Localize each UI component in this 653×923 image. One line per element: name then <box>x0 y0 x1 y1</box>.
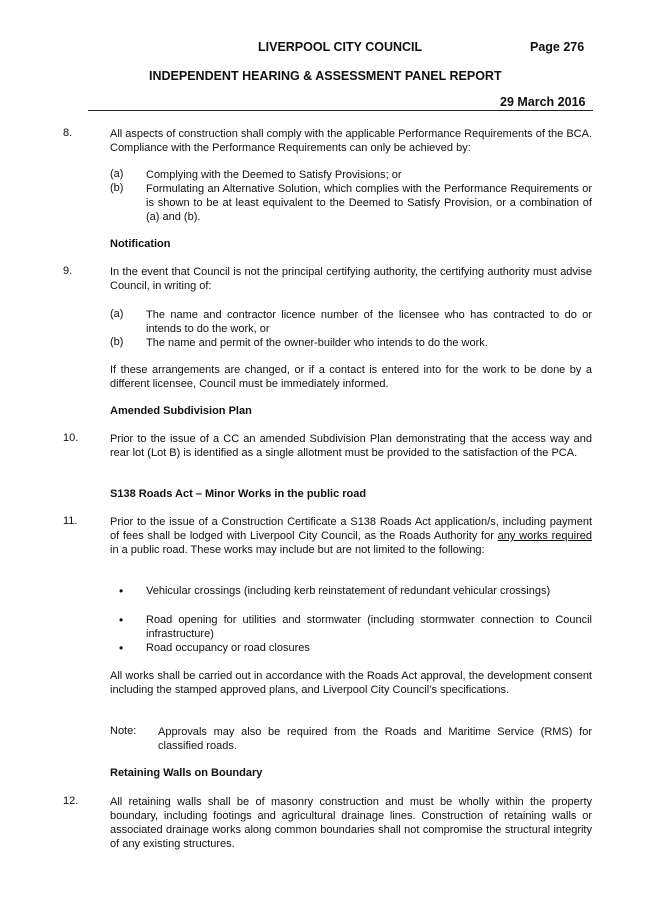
item-label: (b) <box>110 336 124 348</box>
item-label: (a) <box>110 308 124 320</box>
page-number: Page 276 <box>530 40 585 54</box>
bullet-icon: • <box>119 584 124 598</box>
item-label: (b) <box>110 182 124 194</box>
list-item: Road occupancy or road closures <box>146 642 310 654</box>
section-heading-roads-act: S138 Roads Act – Minor Works in the public road <box>110 488 367 500</box>
report-date: 29 March 2016 <box>500 95 586 109</box>
condition-text: Prior to the issue of a CC an amended Subdivision Plan demonstrating that the access way and rear lot (Lot B) is identified as a single allotment must be provided to the satisfaction of the PCA. <box>110 433 592 459</box>
condition-text: Prior to the issue of a Construction Certificate a S138 Roads Act application/s, including payment of fees shall be lodged with Liverpool City Council, as the Roads Authority for any works required in a public road. These works may include but are not limited to the following: <box>110 516 592 556</box>
condition-number: 11. <box>63 515 78 527</box>
item-text: Complying with the Deemed to Satisfy Provisions; or <box>146 169 402 181</box>
header-rule <box>88 110 593 111</box>
note-text: Approvals may also be required from the Roads and Maritime Service (RMS) for classified roads. <box>158 726 592 752</box>
underlined-phrase: any works required <box>497 530 592 542</box>
item-text: Formulating an Alternative Solution, which complies with the Performance Requirements or is shown to be at least equivalent to the Deemed to Satisfy Provision, or a combination of (a) and (b). <box>146 183 592 223</box>
item-text: The name and permit of the owner-builder who intends to do the work. <box>146 337 488 349</box>
item-text: The name and contractor licence number of the licensee who has contracted to do or intends to do the work, or <box>146 309 592 335</box>
council-name: LIVERPOOL CITY COUNCIL <box>258 40 423 54</box>
report-title: INDEPENDENT HEARING & ASSESSMENT PANEL REPORT <box>149 69 502 83</box>
bullet-icon: • <box>119 613 124 627</box>
bullet-icon: • <box>119 641 124 655</box>
section-heading-subdivision: Amended Subdivision Plan <box>110 405 252 417</box>
condition-number: 12. <box>63 795 79 807</box>
condition-number: 10. <box>63 432 79 444</box>
condition-text: All retaining walls shall be of masonry construction and must be wholly within the property boundary, including footings and agricultural drainage lines. Construction of retaining walls or associated drainage works along common boundaries shall not compromise the structural integrity of any existing structures. <box>110 796 592 850</box>
item-label: (a) <box>110 168 124 180</box>
list-item: Road opening for utilities and stormwater (including stormwater connection to Council infrastructure) <box>146 614 592 640</box>
condition-text: All aspects of construction shall comply with the applicable Performance Requirements of the BCA. Compliance with the Performance Requirements can only be achieved by: <box>110 128 592 154</box>
condition-number: 9. <box>63 265 73 277</box>
section-heading-notification: Notification <box>110 238 171 250</box>
condition-number: 8. <box>63 127 73 139</box>
note-label: Note: <box>110 725 137 737</box>
section-heading-retaining-walls: Retaining Walls on Boundary <box>110 767 263 779</box>
condition-note: All works shall be carried out in accordance with the Roads Act approval, the development consent including the stamped approved plans, and Liverpool City Council’s specifications. <box>110 670 592 696</box>
list-item: Vehicular crossings (including kerb reinstatement of redundant vehicular crossings) <box>146 585 551 597</box>
condition-note: If these arrangements are changed, or if a contact is entered into for the work to be done by a different licensee, Council must be immediately informed. <box>110 364 592 390</box>
condition-text: In the event that Council is not the principal certifying authority, the certifying authority must advise Council, in writing of: <box>110 266 592 292</box>
